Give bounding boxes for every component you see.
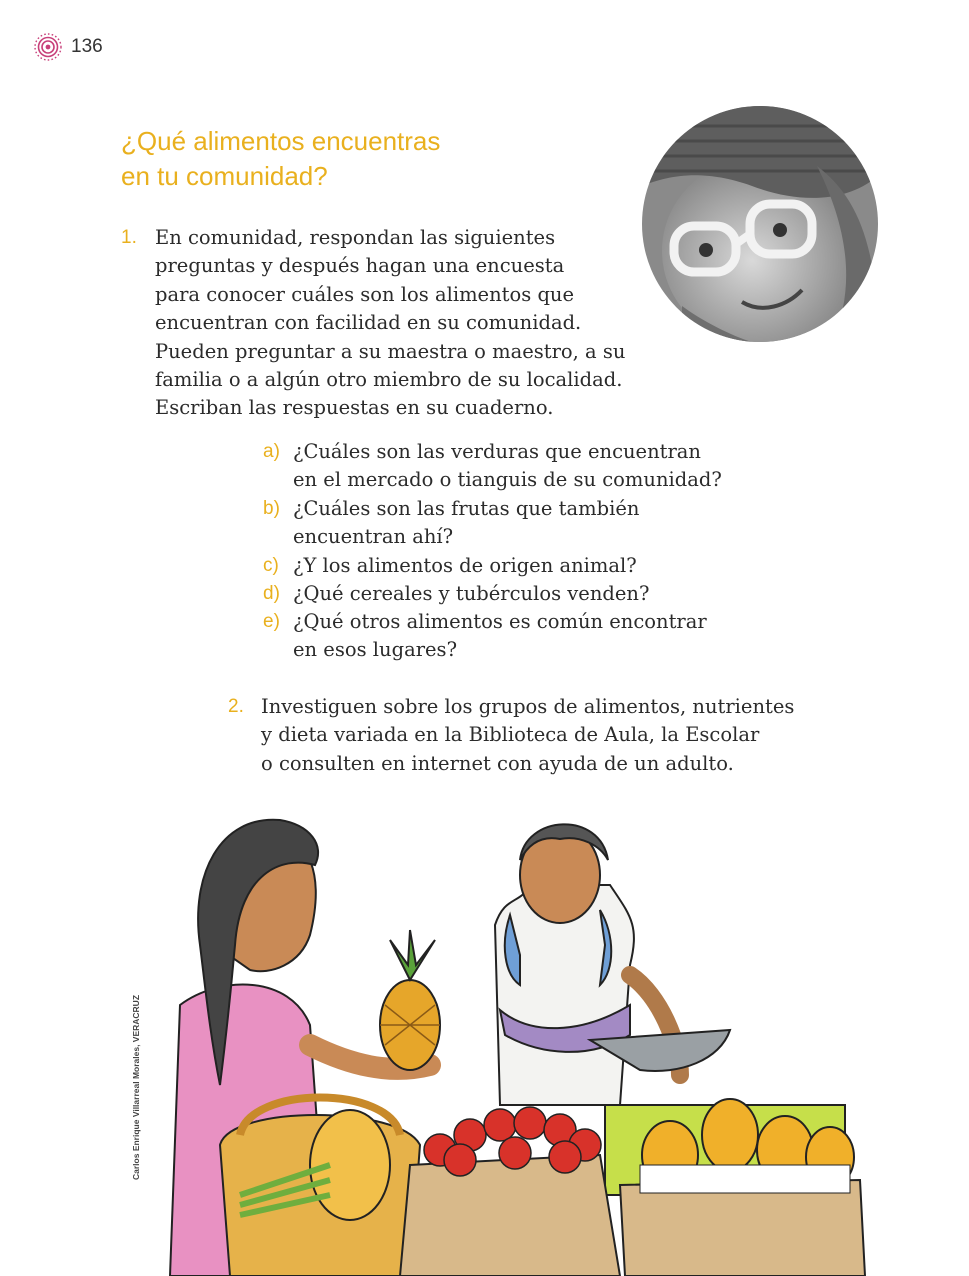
page-number: 136 bbox=[71, 36, 103, 57]
activity-1-line: Escriban las respuestas en su cuaderno. bbox=[155, 396, 554, 420]
question-letter: c) bbox=[263, 555, 279, 576]
question-line: ¿Qué otros alimentos es común encontrar bbox=[293, 610, 707, 633]
question-e bbox=[263, 608, 707, 665]
question-letter: b) bbox=[263, 498, 280, 519]
market-illustration bbox=[160, 805, 880, 1276]
question-a bbox=[263, 438, 722, 495]
question-line: ¿Y los alimentos de origen animal? bbox=[293, 554, 637, 577]
activity-2-number: 2. bbox=[228, 696, 244, 717]
activity-2-line: y dieta variada en la Biblioteca de Aula, la Escolar bbox=[261, 723, 760, 747]
question-letter: e) bbox=[263, 611, 280, 632]
activity-2 bbox=[228, 693, 794, 778]
activity-1 bbox=[121, 224, 625, 423]
question-line: ¿Qué cereales y tubérculos venden? bbox=[293, 582, 650, 605]
activity-1-line: encuentran con facilidad en su comunidad. bbox=[155, 311, 582, 335]
page-number-area bbox=[33, 32, 103, 62]
child-photo bbox=[642, 106, 878, 342]
question-letter: a) bbox=[263, 441, 280, 462]
concentric-circle-icon bbox=[33, 32, 63, 62]
title-line-1: ¿Qué alimentos encuentras bbox=[121, 126, 441, 156]
activity-2-line: o consulten en internet con ayuda de un adulto. bbox=[261, 751, 734, 775]
activity-1-line: familia o a algún otro miembro de su localidad. bbox=[155, 368, 623, 392]
activity-1-number: 1. bbox=[121, 227, 137, 248]
question-b bbox=[263, 495, 639, 552]
title-line-2: en tu comunidad? bbox=[121, 161, 328, 191]
question-line: ¿Cuáles son las frutas que también bbox=[293, 497, 640, 520]
question-c bbox=[263, 552, 637, 580]
activity-1-line: preguntas y después hagan una encuesta bbox=[155, 254, 565, 278]
section-title bbox=[121, 124, 591, 194]
activity-1-line: En comunidad, respondan las siguientes bbox=[155, 226, 556, 249]
activity-2-line: Investiguen sobre los grupos de alimentos, nutrientes bbox=[261, 695, 795, 718]
question-line: en esos lugares? bbox=[293, 638, 458, 662]
activity-1-line: para conocer cuáles son los alimentos que bbox=[155, 282, 575, 306]
question-d bbox=[263, 580, 649, 608]
question-line: encuentran ahí? bbox=[293, 525, 454, 549]
question-line: ¿Cuáles son las verduras que encuentran bbox=[293, 440, 701, 463]
question-letter: d) bbox=[263, 583, 280, 604]
question-line: en el mercado o tianguis de su comunidad? bbox=[293, 468, 722, 492]
illustration-credit: Carlos Enrique Villarreal Morales, VERACRUZ bbox=[131, 994, 141, 1180]
activity-1-line: Pueden preguntar a su maestra o maestro, a su bbox=[155, 339, 626, 363]
